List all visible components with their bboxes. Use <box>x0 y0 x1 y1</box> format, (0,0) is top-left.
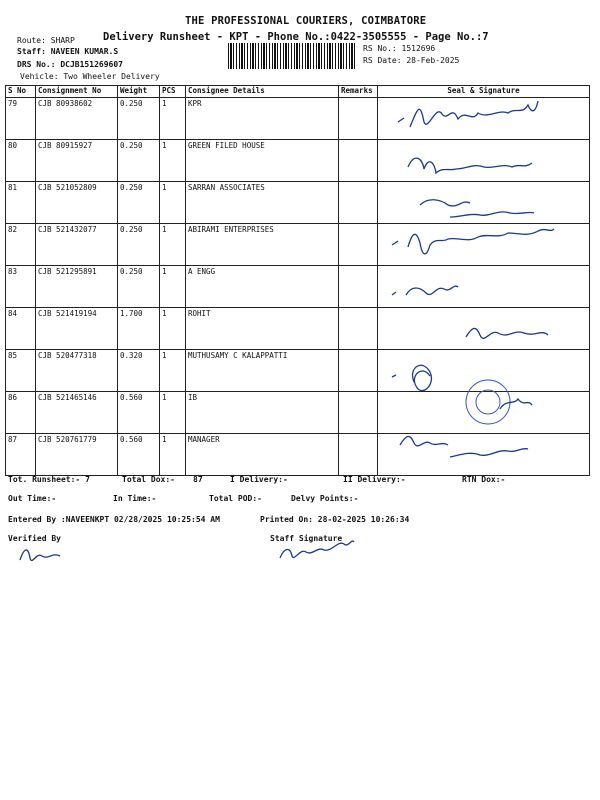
verifier-signature <box>14 540 74 568</box>
in-time: In Time:- <box>113 494 157 503</box>
weight: 0.560 <box>118 434 160 476</box>
sno: 87 <box>6 434 36 476</box>
col-signature: Seal & Signature <box>378 86 590 98</box>
out-time: Out Time:- <box>8 494 57 503</box>
weight: 1.700 <box>118 308 160 350</box>
rs-date: RS Date: 28-Feb-2025 <box>363 56 460 65</box>
weight: 0.250 <box>118 182 160 224</box>
staff-handwritten-signature <box>272 536 362 566</box>
company-name: THE PROFESSIONAL COURIERS, COIMBATORE <box>185 15 427 27</box>
consignment-no: CJB 521295891 <box>36 266 118 308</box>
col-pcs: PCS <box>160 86 186 98</box>
weight: 0.250 <box>118 266 160 308</box>
consignment-no: CJB 521052809 <box>36 182 118 224</box>
consignment-no: CJB 521465146 <box>36 392 118 434</box>
sno: 86 <box>6 392 36 434</box>
consignee: SARRAN ASSOCIATES <box>186 182 339 224</box>
handwritten-signatures <box>370 97 600 467</box>
vehicle: Vehicle: Two Wheeler Delivery <box>20 72 160 81</box>
sno: 81 <box>6 182 36 224</box>
ii-delivery: II Delivery:- <box>343 475 406 484</box>
consignment-no: CJB 521419194 <box>36 308 118 350</box>
col-consignment: Consignment No <box>36 86 118 98</box>
consignment-no: CJB 80915927 <box>36 140 118 182</box>
consignee: MANAGER <box>186 434 339 476</box>
consignee: GREEN FILED HOUSE <box>186 140 339 182</box>
consignment-no: CJB 520477318 <box>36 350 118 392</box>
total-pod: Total POD:- <box>209 494 262 503</box>
consignee: MUTHUSAMY C KALAPPATTI <box>186 350 339 392</box>
weight: 0.320 <box>118 350 160 392</box>
col-remarks: Remarks <box>339 86 378 98</box>
pcs: 1 <box>160 140 186 182</box>
consignee: KPR <box>186 98 339 140</box>
table-header <box>6 86 590 98</box>
delvy-points: Delvy Points:- <box>291 494 359 503</box>
consignee: IB <box>186 392 339 434</box>
total-dox-label: Total Dox:- <box>122 475 175 484</box>
route: Route: SHARP <box>17 36 75 45</box>
col-weight: Weight <box>118 86 160 98</box>
pcs: 1 <box>160 392 186 434</box>
i-delivery: I Delivery:- <box>230 475 288 484</box>
pcs: 1 <box>160 98 186 140</box>
sno: 83 <box>6 266 36 308</box>
pcs: 1 <box>160 266 186 308</box>
weight: 0.560 <box>118 392 160 434</box>
sno: 84 <box>6 308 36 350</box>
rs-number: RS No.: 1512696 <box>363 44 436 53</box>
entered-by: Entered By :NAVEENKPT 02/28/2025 10:25:54 AM <box>8 515 220 524</box>
printed-on: Printed On: 28-02-2025 10:26:34 <box>260 515 410 524</box>
total-dox-value: 87 <box>193 475 203 484</box>
consignee: ROHIT <box>186 308 339 350</box>
runsheet-title: Delivery Runsheet - KPT - Phone No.:0422-3505555 - Page No.:7 <box>103 31 489 43</box>
consignment-no: CJB 520761779 <box>36 434 118 476</box>
consignee: ABIRAMI ENTERPRISES <box>186 224 339 266</box>
barcode <box>228 43 356 69</box>
consignment-no: CJB 521432077 <box>36 224 118 266</box>
drs-number: DRS No.: DCJB151269607 <box>17 60 123 69</box>
weight: 0.250 <box>118 98 160 140</box>
sno: 80 <box>6 140 36 182</box>
total-runsheet: Tot. Runsheet:- 7 <box>8 475 90 484</box>
consignee: A ENGG <box>186 266 339 308</box>
consignment-no: CJB 80938602 <box>36 98 118 140</box>
staff-signature: Staff Signature <box>270 534 343 543</box>
rtn-dox: RTN Dox:- <box>462 475 506 484</box>
col-consignee: Consignee Details <box>186 86 339 98</box>
pcs: 1 <box>160 350 186 392</box>
pcs: 1 <box>160 182 186 224</box>
verified-by: Verified By <box>8 534 61 543</box>
col-sno: S No <box>6 86 36 98</box>
pcs: 1 <box>160 308 186 350</box>
weight: 0.250 <box>118 140 160 182</box>
weight: 0.250 <box>118 224 160 266</box>
pcs: 1 <box>160 434 186 476</box>
sno: 82 <box>6 224 36 266</box>
sno: 85 <box>6 350 36 392</box>
sno: 79 <box>6 98 36 140</box>
pcs: 1 <box>160 224 186 266</box>
staff: Staff: NAVEEN KUMAR.S <box>17 47 119 56</box>
